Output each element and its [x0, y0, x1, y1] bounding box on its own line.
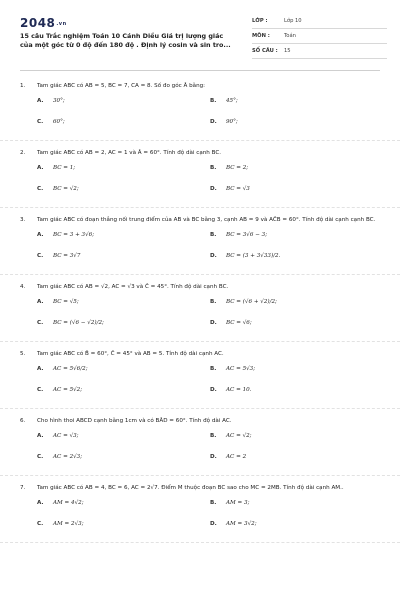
option-letter: D. [210, 320, 217, 326]
option-letter: B. [210, 232, 217, 238]
option-a[interactable] [37, 232, 210, 253]
option-b[interactable] [210, 299, 383, 320]
meta-value: 15 [284, 48, 291, 54]
option-letter: D. [210, 454, 217, 460]
option-letter: C. [37, 521, 44, 527]
option-letter: C. [37, 119, 44, 125]
option-letter: A. [37, 165, 44, 171]
option-c[interactable] [37, 186, 210, 207]
answer-options [20, 366, 380, 408]
option-b[interactable] [210, 165, 383, 186]
logo-main: 2048 [20, 16, 56, 30]
header-divider [20, 70, 380, 71]
option-letter: B. [210, 98, 217, 104]
question-text: Tam giác ABC có AB = 2, AC = 1 và Â = 60°. Tính độ dài cạnh BC. [37, 150, 222, 156]
meta-row-count [252, 44, 387, 59]
option-d[interactable] [210, 454, 383, 475]
meta-key: MÔN : [252, 33, 270, 39]
question-number: 5. [20, 351, 26, 357]
option-value: 45°; [226, 98, 238, 104]
option-letter: B. [210, 500, 217, 506]
option-value: BC = 2; [226, 165, 249, 171]
option-d[interactable] [210, 119, 383, 140]
question-item [0, 141, 400, 208]
option-letter: B. [210, 165, 217, 171]
option-letter: D. [210, 119, 217, 125]
option-value: AM = 4√2; [53, 500, 84, 506]
meta-row-subject [252, 29, 387, 44]
option-d[interactable] [210, 521, 383, 542]
question-item [0, 409, 400, 476]
question-list [0, 74, 400, 543]
option-b[interactable] [210, 98, 383, 119]
option-d[interactable] [210, 253, 383, 274]
option-d[interactable] [210, 387, 383, 408]
meta-value: Toán [284, 33, 296, 39]
option-value: BC = √3 [226, 186, 250, 192]
option-letter: B. [210, 299, 217, 305]
option-letter: A. [37, 299, 44, 305]
question-text: Tam giác ABC có đoạn thẳng nối trung điểm của AB và BC bằng 3, cạnh AB = 9 và AĈB = 60°. Tính độ dài cạnh cạnh BC. [37, 217, 376, 223]
question-number: 4. [20, 284, 26, 290]
option-b[interactable] [210, 433, 383, 454]
option-a[interactable] [37, 165, 210, 186]
option-value: BC = √2; [53, 186, 79, 192]
option-value: AC = √2; [226, 433, 252, 439]
option-letter: D. [210, 521, 217, 527]
option-letter: A. [37, 500, 44, 506]
option-a[interactable] [37, 500, 210, 521]
site-logo[interactable] [20, 16, 67, 30]
option-b[interactable] [210, 232, 383, 253]
option-value: AC = 2 [226, 454, 247, 460]
question-number: 2. [20, 150, 26, 156]
option-value: AC = √3; [53, 433, 79, 439]
option-value: AC = 2√3; [53, 454, 83, 460]
option-value: BC = 3√7 [53, 253, 81, 259]
question-number: 7. [20, 485, 26, 491]
answer-options [20, 500, 380, 542]
meta-value: Lớp 10 [284, 18, 302, 24]
logo-sub: .vn [56, 20, 67, 27]
question-number: 3. [20, 217, 26, 223]
option-c[interactable] [37, 119, 210, 140]
worksheet-title: 15 câu Trắc nghiệm Toán 10 Cánh Diều Giá trị lượng giác của một góc từ 0 độ đến 180 độ . Định lý cosin và sin tro... [20, 32, 231, 49]
question-item [0, 208, 400, 275]
option-value: 30°; [53, 98, 65, 104]
option-c[interactable] [37, 253, 210, 274]
meta-key: SỐ CÂU : [252, 48, 278, 54]
option-d[interactable] [210, 320, 383, 341]
option-value: BC = (√6 + √2)/2; [226, 299, 277, 305]
meta-table [252, 14, 387, 59]
option-value: AC = 10. [226, 387, 252, 393]
option-letter: C. [37, 186, 44, 192]
option-letter: A. [37, 433, 44, 439]
option-a[interactable] [37, 366, 210, 387]
option-value: AC = 5√6/2; [53, 366, 88, 372]
option-letter: C. [37, 454, 44, 460]
question-number: 6. [20, 418, 26, 424]
option-value: BC = 3√6 − 3; [226, 232, 268, 238]
option-letter: D. [210, 387, 217, 393]
option-c[interactable] [37, 320, 210, 341]
answer-options [20, 98, 380, 140]
option-a[interactable] [37, 299, 210, 320]
question-item [0, 275, 400, 342]
option-letter: D. [210, 186, 217, 192]
option-a[interactable] [37, 98, 210, 119]
option-value: BC = 3 + 3√6; [53, 232, 95, 238]
option-value: AM = 3; [226, 500, 250, 506]
question-item [0, 476, 400, 543]
question-text: Tam giác ABC có AB = 5, BC = 7, CA = 8. Số đo góc Â bằng: [37, 83, 206, 89]
question-item [0, 342, 400, 409]
option-c[interactable] [37, 387, 210, 408]
option-value: BC = √6; [226, 320, 252, 326]
option-letter: A. [37, 366, 44, 372]
option-letter: C. [37, 387, 44, 393]
option-value: AC = 5√3; [226, 366, 256, 372]
answer-options [20, 232, 380, 274]
option-letter: A. [37, 232, 44, 238]
option-value: BC = 1; [53, 165, 76, 171]
option-b[interactable] [210, 500, 383, 521]
option-value: 60°; [53, 119, 65, 125]
option-value: BC = (3 + 3√33)/2. [226, 253, 281, 259]
option-value: AM = 3√2; [226, 521, 257, 527]
option-letter: B. [210, 366, 217, 372]
option-letter: C. [37, 253, 44, 259]
question-text: Cho hình thoi ABCD cạnh bằng 1cm và có BÂD = 60°. Tính độ dài AC. [37, 418, 232, 424]
option-b[interactable] [210, 366, 383, 387]
question-number: 1. [20, 83, 26, 89]
option-d[interactable] [210, 186, 383, 207]
option-c[interactable] [37, 521, 210, 542]
option-value: 90°; [226, 119, 238, 125]
option-letter: A. [37, 98, 44, 104]
question-item [0, 74, 400, 141]
header [0, 0, 400, 70]
question-text: Tam giác ABC có AB = √2, AC = √3 và Ĉ = 45°. Tính độ dài cạnh BC. [37, 284, 229, 290]
option-c[interactable] [37, 454, 210, 475]
question-text: Tam giác ABC có B̂ = 60°, Ĉ = 45° và AB = 5. Tính độ dài cạnh AC. [37, 351, 224, 357]
option-letter: B. [210, 433, 217, 439]
answer-options [20, 165, 380, 207]
option-a[interactable] [37, 433, 210, 454]
option-letter: D. [210, 253, 217, 259]
answer-options [20, 433, 380, 475]
option-letter: C. [37, 320, 44, 326]
option-value: BC = √5; [53, 299, 79, 305]
option-value: AC = 5√2; [53, 387, 83, 393]
meta-key: LỚP : [252, 18, 268, 24]
option-value: AM = 2√3; [53, 521, 84, 527]
answer-options [20, 299, 380, 341]
question-text: Tam giác ABC có AB = 4, BC = 6, AC = 2√7. Điểm M thuộc đoạn BC sao cho MC = 2MB. Tính độ dài cạnh AM.. [37, 485, 344, 491]
meta-row-class [252, 14, 387, 29]
option-value: BC = (√6 − √2)/2; [53, 320, 104, 326]
